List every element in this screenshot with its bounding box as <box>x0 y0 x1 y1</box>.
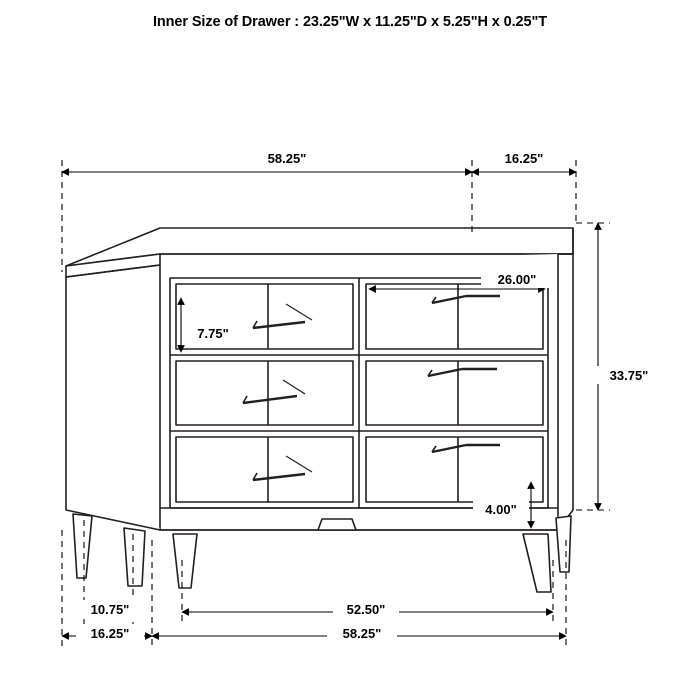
label-bottom-depth: 16.25" <box>90 626 130 641</box>
label-leg-height: 4.00" <box>485 502 517 517</box>
label-bottom-width: 58.25" <box>342 626 382 641</box>
label-leg-span-side: 10.75" <box>90 602 130 617</box>
leg-back-right <box>556 516 571 572</box>
label-top-width: 58.25" <box>267 151 307 166</box>
label-base-width: 52.50" <box>346 602 386 617</box>
leg-front-left-inner <box>173 534 197 588</box>
leg-front-left <box>124 528 145 586</box>
leg-front-right <box>523 534 551 592</box>
leg-back-left <box>73 514 92 578</box>
label-overall-height: 33.75" <box>609 368 649 383</box>
page-title: Inner Size of Drawer : 23.25"W x 11.25"D x 5.25"H x 0.25"T <box>152 14 548 30</box>
label-drawer-width: 26.00" <box>497 272 537 287</box>
label-top-depth: 16.25" <box>504 151 544 166</box>
label-drawer-height: 7.75" <box>197 326 229 341</box>
